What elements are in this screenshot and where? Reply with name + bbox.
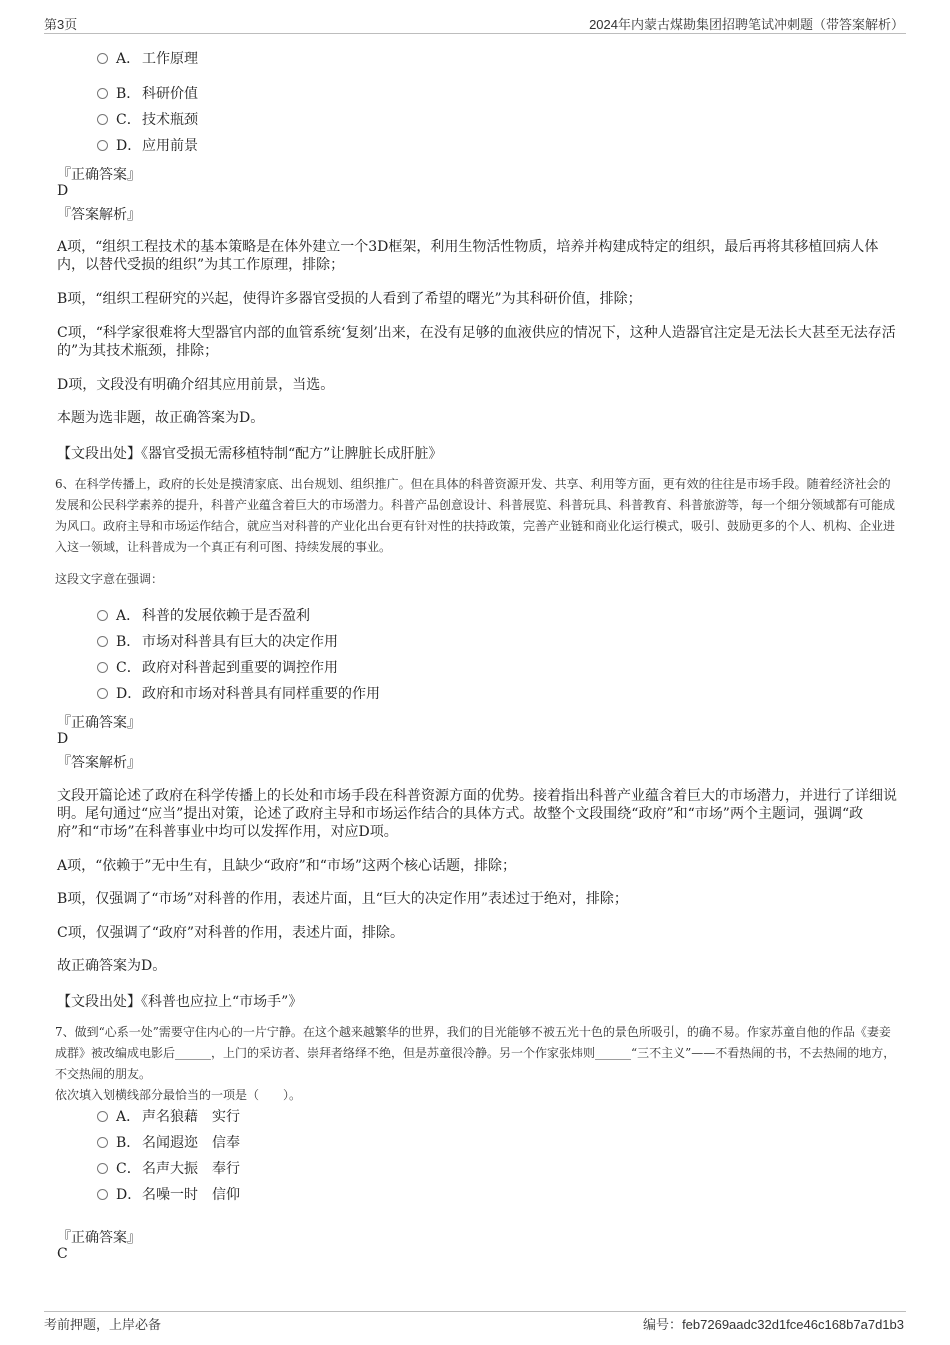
- radio-icon[interactable]: [97, 114, 108, 125]
- code-value: feb7269aadc32d1fce46c168b7a7d1b3: [682, 1317, 904, 1332]
- document-title: 2024年内蒙古煤勘集团招聘笔试冲刺题（带答案解析）: [589, 17, 904, 32]
- q6-analysis-conclusion: 故正确答案为D。: [57, 958, 167, 974]
- q6-analysis-b: B项，仅强调了“市场”对科普的作用，表述片面，且“巨大的决定作用”表述过于绝对，排除；: [57, 891, 628, 907]
- q5-option-d[interactable]: D．应用前景: [97, 136, 198, 156]
- q6-option-a[interactable]: A． 科普的发展依赖于是否盈利: [97, 606, 310, 626]
- footer-rule: [44, 1311, 906, 1312]
- q5-answer: D: [57, 183, 69, 199]
- header-rule: [44, 33, 906, 34]
- q5-option-a[interactable]: A． 工作原理: [97, 49, 198, 69]
- q6-prompt: 这段文字意在强调：: [55, 572, 164, 586]
- q6-analysis-a: A项，“依赖于”无中生有，且缺少“政府”和“市场”这两个核心话题，排除；: [57, 858, 517, 874]
- q6-answer-label: 『正确答案』: [57, 715, 141, 731]
- q5-option-b[interactable]: B． 科研价值: [97, 84, 198, 104]
- q5-analysis-d: D项，文段没有明确介绍其应用前景，当选。: [57, 377, 335, 393]
- code-label: 编号：: [643, 1317, 683, 1332]
- radio-icon[interactable]: [97, 1163, 108, 1174]
- radio-icon[interactable]: [97, 53, 108, 64]
- q5-analysis-c: C项，“科学家很难将大型器官内部的血管系统‘复刻’出来，在没有足够的血液供应的情况下，这种人造器官注定是无法长大甚至无法存活的”为其技术瓶颈，排除；: [57, 325, 896, 359]
- q7-option-d[interactable]: D．名噪一时 信仰: [97, 1185, 240, 1205]
- q6-source: 【文段出处】《科普也应拉上“市场手”》: [57, 994, 303, 1010]
- q6-stem: 6、在科学传播上，政府的长处是摸清家底、出台规划、组织推广。但在具体的科普资源开发、共享、利用等方面，更有效的往往是市场手段。随着经济社会的发展和公民科学素养的提升，科普产业蕴含着巨大的市场潜力。科普产品创意设计、科普展览、科普玩具、科普教育、科普旅游等，每一个细分领域都有可能成为风口。政府主导和市场运作结合，就应当对科普的产业化出台更有针对性的扶持政策，完善产业链和商业化运行模式，吸引、鼓励更多的个人、机构、企业进入这一领域，让科普成为一个真正有利可图、持续发展的事业。: [55, 477, 896, 554]
- q7-option-a[interactable]: A． 声名狼藉 实行: [97, 1107, 240, 1127]
- q7-answer: C: [57, 1246, 68, 1262]
- q6-analysis-label: 『答案解析』: [57, 755, 141, 771]
- q5-analysis-label: 『答案解析』: [57, 207, 141, 223]
- radio-icon[interactable]: [97, 88, 108, 99]
- q7-answer-label: 『正确答案』: [57, 1230, 141, 1246]
- q7-prompt: 依次填入划横线部分最恰当的一项是（ ）。: [55, 1088, 302, 1102]
- q6-option-b[interactable]: B． 市场对科普具有巨大的决定作用: [97, 632, 338, 652]
- page-number: 第3页: [44, 17, 78, 32]
- q5-analysis-b: B项，“组织工程研究的兴起，使得许多器官受损的人看到了希望的曙光”为其科研价值，排除；: [57, 291, 642, 307]
- radio-icon[interactable]: [97, 1189, 108, 1200]
- q7-option-b[interactable]: B． 名闻遐迩 信奉: [97, 1133, 240, 1153]
- radio-icon[interactable]: [97, 662, 108, 673]
- document-code: [643, 1314, 904, 1333]
- q6-analysis-summary: 文段开篇论述了政府在科学传播上的长处和市场手段在科普资源方面的优势。接着指出科普产业蕴含着巨大的市场潜力，并进行了详细说明。尾句通过“应当”提出对策，论述了政府主导和市场运作结合的具体方式。故整个文段围绕“政府”和“市场”两个主题词，强调“政府”和“市场”在科普事业中均可以发挥作用，对应D项。: [57, 788, 897, 840]
- q5-analysis-conclusion: 本题为选非题，故正确答案为D。: [57, 410, 265, 426]
- q6-answer: D: [57, 731, 69, 747]
- radio-icon[interactable]: [97, 1111, 108, 1122]
- radio-icon[interactable]: [97, 636, 108, 647]
- radio-icon[interactable]: [97, 140, 108, 151]
- radio-icon[interactable]: [97, 1137, 108, 1148]
- q5-option-c[interactable]: C．技术瓶颈: [97, 110, 198, 130]
- q6-analysis-c: C项，仅强调了“政府”对科普的作用，表述片面，排除。: [57, 925, 405, 941]
- q7-stem: 7、做到“心系一处”需要守住内心的一片宁静。在这个越来越繁华的世界，我们的目光能够不被五光十色的景色所吸引，的确不易。作家苏童自他的作品《妻妾成群》被改编成电影后______，上门的采访者、崇拜者络绎不绝，但是苏童很冷静。另一个作家张炜则______“三不主义”——不看热闹的书，不去热闹的地方，不交热闹的朋友。: [55, 1025, 896, 1081]
- q5-source: 【文段出处】《器官受损无需移植特制“配方”让脾脏长成肝脏》: [57, 446, 443, 462]
- footer-slogan: 考前押题，上岸必备: [44, 1317, 162, 1332]
- q6-option-d[interactable]: D．政府和市场对科普具有同样重要的作用: [97, 684, 380, 704]
- radio-icon[interactable]: [97, 610, 108, 621]
- q6-option-c[interactable]: C．政府对科普起到重要的调控作用: [97, 658, 338, 678]
- q7-option-c[interactable]: C．名声大振 奉行: [97, 1159, 240, 1179]
- q5-answer-label: 『正确答案』: [57, 167, 141, 183]
- q5-analysis-a: A项，“组织工程技术的基本策略是在体外建立一个3D框架，利用生物活性物质，培养并构建成特定的组织，最后再将其移植回病人体内，以替代受损的组织”为其工作原理，排除；: [57, 239, 879, 273]
- radio-icon[interactable]: [97, 688, 108, 699]
